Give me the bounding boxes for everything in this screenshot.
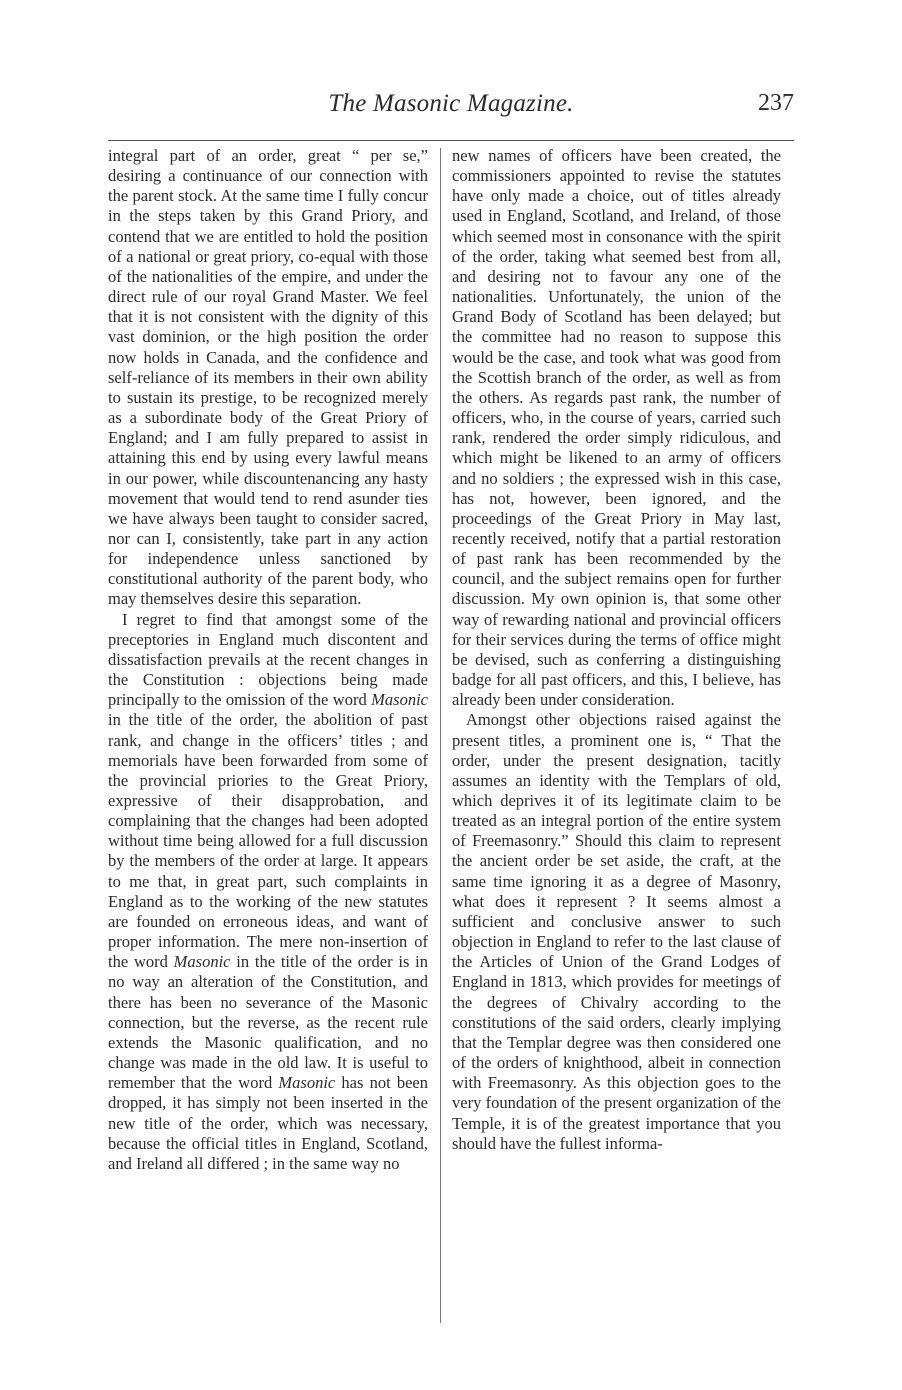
left-paragraph-2-text-c: in the title of the order is in no way an alteration of the Constitution, and there has been no severance of the Masonic connection, but the reverse, as the recent rule extends the Masonic qualification, and no change was made in the old law. It is useful to remember that the word	[108, 952, 428, 1093]
masonic-term: Masonic	[278, 1073, 336, 1093]
right-column	[452, 146, 781, 1154]
running-title: The Masonic Magazine.	[328, 90, 574, 117]
masonic-term: Masonic	[371, 690, 428, 710]
left-column	[108, 146, 428, 1174]
left-paragraph-2-text-d: has not been dropped, it has simply not been inserted in the new title of the order, which was necessary, because the official titles in England, Scotland, and Ireland all differed ; in the same way no	[108, 1073, 428, 1173]
running-header	[108, 90, 794, 130]
left-paragraph-2-text-b: in the title of the order, the abolition of past rank, and change in the officers’ titles ; and memorials have been forwarded from some of the provincial priories to the Great Priory, expressive of their disapprobation, and complaining that the changes had been adopted without time being allowed for a full discussion by the members of the order at large. It appears to me that, in great part, such complaints in England as to the working of the new statutes are founded on erroneous ideas, and want of proper information. The mere non-insertion of the word	[108, 710, 428, 972]
column-divider	[440, 148, 441, 1323]
header-rule	[108, 140, 794, 141]
page-number: 237	[758, 90, 794, 116]
masonic-term: Masonic	[173, 952, 231, 972]
left-paragraph-2	[108, 610, 428, 1174]
left-paragraph-2-text-a: I regret to find that amongst some of the preceptories in England much discontent and dissatisfaction prevails at the recent changes in the Constitution : objections being made principally to the omission of the word	[108, 609, 428, 710]
right-paragraph-1: new names of officers have been created, the commissioners appointed to revise the statutes have only made a choice, out of titles already used in England, Scotland, and Ireland, of those which seemed most in consonance with the spirit of the order, taking what seemed best from all, and desiring not to favour any one of the nationalities. Unfortunately, the union of the Grand Body of Scotland has been delayed; but the committee had no reason to suppose this would be the case, and took what was good from the Scottish branch of the order, as well as from the others. As regards past rank, the number of officers, who, in the course of years, carried such rank, rendered the order simply ridiculous, and which might be likened to an army of officers and no soldiers ; the expressed wish in this case, has not, however, been ignored, and the proceedings of the Great Priory in May last, recently received, notify that a partial restoration of past rank has been recommended by the council, and the subject remains open for further discussion. My own opinion is, that some other way of rewarding national and provincial officers for their services during the terms of office might be devised, such as conferring a distinguishing badge for all past officers, and this, I believe, has already been under consideration.	[452, 146, 781, 710]
left-paragraph-1: integral part of an order, great “ per se,” desiring a continuance of our connection with the parent stock. At the same time I fully concur in the steps taken by this Grand Priory, and contend that we are entitled to hold the position of a national or great priory, co-equal with those of the nationalities of the empire, and under the direct rule of our royal Grand Master. We feel that it is not consistent with the dignity of this vast dominion, or the high position the order now holds in Canada, and the confidence and self-reliance of its members in their own ability to sustain its prestige, to be recognized merely as a subordinate body of the Great Priory of England; and I am fully prepared to assist in attaining this end by using every lawful means in our power, while discountenancing any hasty movement that would tend to rend asunder ties we have always been taught to consider sacred, nor can I, consistently, take part in any action for independence unless sanctioned by constitutional authority of the parent body, who may themselves desire this separation.	[108, 146, 428, 609]
right-paragraph-2: Amongst other objections raised against the present titles, a prominent one is, “ That the order, under the present designation, tacitly assumes an identity with the Templars of old, which deprives it of its legitimate claim to be treated as an integral portion of the entire system of Freemasonry.” Should this claim to represent the ancient order be set aside, the craft, at the same time ignoring it as a degree of Masonry, what does it represent ? It seems almost a sufficient and conclusive answer to such objection in England to refer to the last clause of the Articles of Union of the Grand Lodges of England in 1813, which provides for meetings of the degrees of Chivalry according to the constitutions of the said orders, clearly implying that the Templar degree was then considered one of the orders of knighthood, albeit in connection with Freemasonry. As this objection goes to the very foundation of the present organization of the Temple, it is of the greatest importance that you should have the fullest informa-	[452, 710, 781, 1153]
